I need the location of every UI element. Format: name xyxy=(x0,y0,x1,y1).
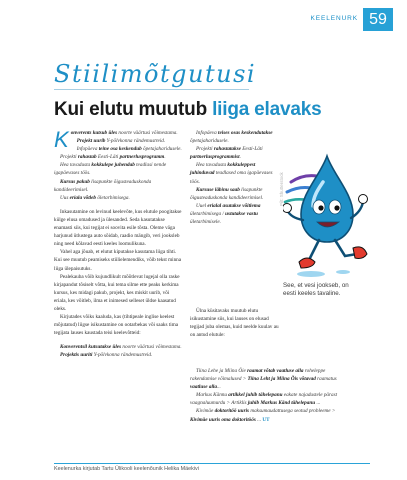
footer-credit: Keelenurka kirjutab Tartu Ülikooli keelenõunik Helika Mäekivi xyxy=(54,466,199,472)
illustration-caption: See, et vesi jookseb, on eesti keeles tavaline. xyxy=(283,282,349,297)
leg-left xyxy=(309,240,319,260)
example-line: Kursus pakub lisapunkte õigusteaduskonda kandideerimisel. xyxy=(54,178,152,193)
example-line: Hea tavadusta kokkulepe juhendab teadlasi nende igapäevases töös. xyxy=(54,162,167,177)
glove-right xyxy=(359,195,368,204)
example-line: Uuel erialal asutakse võitlema ületarbimisega / ustutakse vastu ületarbimisele. xyxy=(190,202,261,226)
example-line: Projekt uurib Y-põlvkonna rändemustreid. xyxy=(76,138,166,145)
shoe-left xyxy=(299,258,315,268)
drop-body xyxy=(301,156,353,242)
drop-cap: K xyxy=(54,127,69,152)
article-column-2 xyxy=(190,129,276,226)
example-line: Projekti rahastatakse Eesti-Läti partnerlusprogrammist. xyxy=(190,146,263,161)
body-paragraph: Vahel aga jõuab, et elutut kiputakse kasutama liiga tihti. Kui see muutub peamiseks stiilielemendiks, võib tekst minna liiga ülepaisutuks. xyxy=(54,249,182,272)
example-line: Kursuse läbinu saab lisapunkte õigusteaduskonda kandideerimisel. xyxy=(190,186,264,201)
pupil-left xyxy=(318,205,323,210)
end-mark: UT xyxy=(262,416,270,423)
example-line: Uus eriala võtleb õletarbimisega. xyxy=(60,194,130,201)
example-line: Hea tavadusta kokkuleppest juhinduvad teadlased oma igapäevases töös. xyxy=(190,162,273,185)
section-divider xyxy=(54,89,249,90)
body-paragraph: Pealekauba võib kujundlikult mõõtlevat lugejal olla raske kirjapandut tõsiselt võtta, kui tema silme ette peaks kerkima kursus, kes midagi pakub, projekt, kes miskit uurib, või eriala, kes võitleb, ilma et inimesed selleset üldse kaasatud oleks. xyxy=(54,273,180,312)
example-line: Infopäeva teine osa keskendub õpetajaharidusele. xyxy=(76,146,182,153)
example-line: Tiina Lehe ja Miina Õie raamat võtab vaatluse alla roheleppe rakendamise võimalused > Tiina Leht ja Miina Õis võtavad raamatus vaatluse alla... xyxy=(190,368,337,391)
body-paragraph: Inkasutamine on levinud keelevõte, kus elutule poogitakse külge elusa omadused ja ülesanded. Seda kasutatakse enamasti siis, kui tegijat ei soovita esile tõsta. Oleme väga harjunud ütlustega auto sõidab, raadio mängib, veri jooksleb ning need kõlavad eesti keeles loomulikuna. xyxy=(54,208,182,248)
headline-part: Kui elutu muutub xyxy=(54,99,213,120)
article-column-2-continued xyxy=(190,307,282,339)
article-column-3 xyxy=(190,367,344,424)
example-line: Infopäeva teises osas keskendutakse õpetajaharidusele. xyxy=(190,130,273,145)
body-paragraph: Ülna küsitavaks muutub elutu isikustamine siis, kui lauses on elusad tegijad juba olemas, kuid neelde kuulav au on antud elutule: xyxy=(190,308,279,339)
pupil-right xyxy=(334,205,339,210)
example-lead: Konverents kutsub üles noorte väärtusi võimestama. xyxy=(54,127,178,152)
example-line: Markus Kännu artikkel juhib tähelepanu eakate najadustele pärast vaagnaluumurdu > Artiklis juhib Markus Känd tähelepanu ... xyxy=(190,392,338,407)
example-line: Projektis uuriti Y-põlvkonna rändemustreid. xyxy=(60,352,153,359)
page-header xyxy=(0,0,407,38)
headline-accent: liiga elavaks xyxy=(212,99,322,120)
puddle xyxy=(336,270,350,274)
article-column-1 xyxy=(54,129,182,360)
page-number: 59 xyxy=(363,8,393,31)
glove-left xyxy=(283,204,292,213)
section-label: KEELENURK xyxy=(310,15,358,22)
section-title: Stiilimõtgutusi xyxy=(54,60,257,88)
article-headline xyxy=(54,99,321,121)
water-drop-illustration xyxy=(283,152,369,280)
example-line: Projekti rahastab Eesti-Läti partnerlusprogramm. xyxy=(60,154,166,161)
example-line: Kivimäe doktoritöö uuris maksumaudattusega seotud probleeme > Kivimäe uuris oma doktoritöös ... UT xyxy=(190,408,336,423)
puddle xyxy=(297,271,325,277)
footer-divider xyxy=(54,463,370,464)
example-line: Konverentsil kutsutakse üles noorte väärtusi võimestama. xyxy=(60,344,182,351)
photo-credit: Pilt: Shutterstock xyxy=(279,172,284,206)
shoe-right xyxy=(353,247,367,259)
body-paragraph: Kirjutades võiks kaaluda, kas (tihtipeale inglise keelest mõjutatud) liigse isikustamine on ootarbekas või saaks tima tegijata lauses kaustada teisi keelevõtteid: xyxy=(54,314,179,337)
